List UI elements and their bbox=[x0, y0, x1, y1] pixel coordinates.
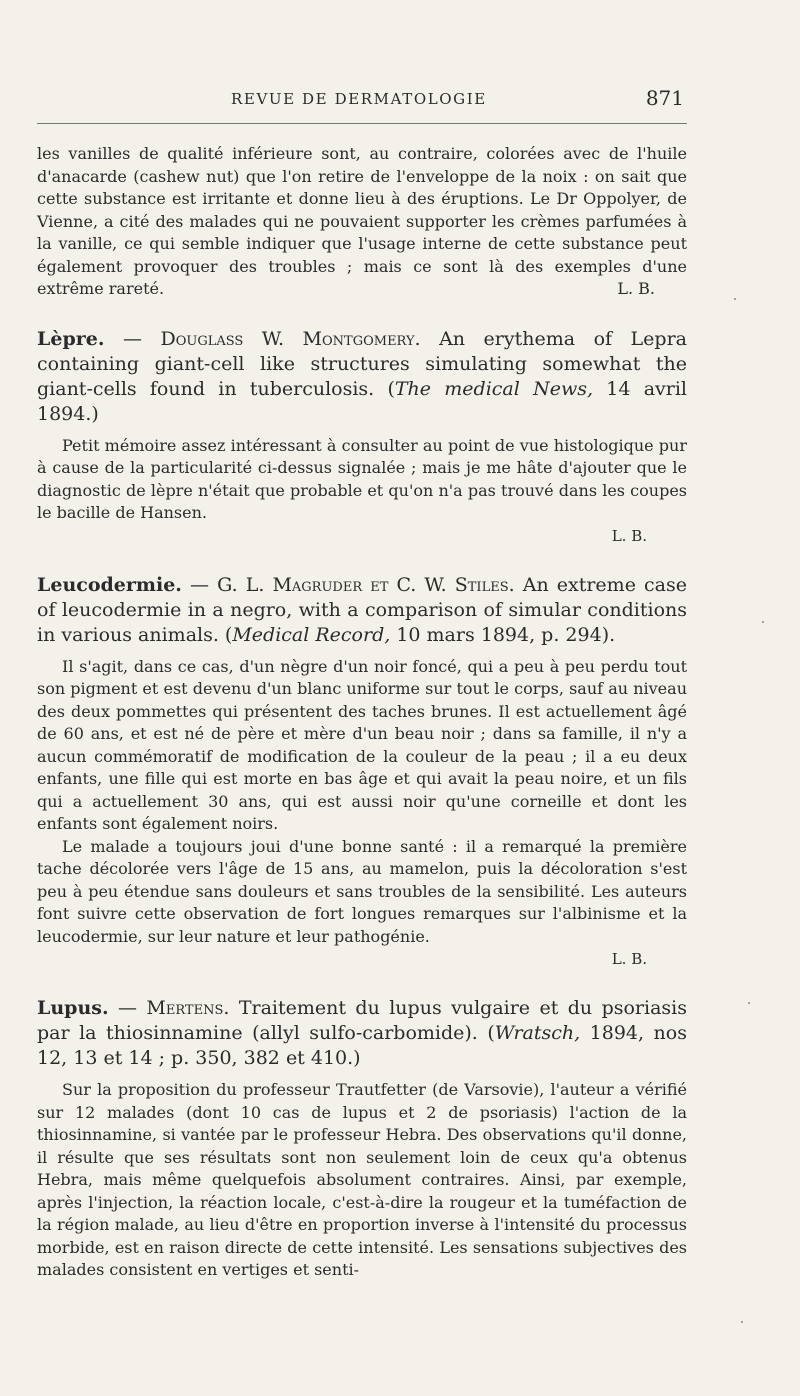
article-signature: L. B. bbox=[611, 526, 647, 545]
article-citation: 14 avril 1894.) bbox=[37, 377, 687, 425]
article-journal: The medical News, bbox=[394, 377, 594, 400]
article-paragraph: Sur la proposition du professeur Trautfetter (de Varsovie), l'auteur a vérifié sur 12 malades (dont 10 cas de lupus et 2 de psoriasis) l'action de la thiosinnamine, si vantée par le professeur Hebra. Des observations qu'il donne, il résulte que ses résultats sont non seulement loin de ceux qu'a obtenus Hebra, mais même quelquefois absolument contraires. Ainsi, par exemple, après l'injection, la réaction locale, c'est-à-dire la rougeur et la tuméfaction de la région malade, au lieu d'être en proportion inverse à l'intensité du processus morbide, est en raison directe de cette intensité. Les sensations subjectives des malades consistent en vertiges et senti- bbox=[37, 1080, 687, 1279]
article-authors: G. L. Magruder et C. W. Stiles. bbox=[217, 573, 515, 596]
article-header bbox=[37, 327, 687, 427]
article-paragraph: Le malade a toujours joui d'une bonne santé : il a remarqué la première tache décolorée vers l'âge de 15 ans, au mamelon, puis la décoloration s'est peu à peu étendue sans douleurs et sans troubles de la sensibilité. Les auteurs font suivre cette observation de fort longues remarques sur l'albinisme et la leucodermie, sur leur nature et leur pathogénie. bbox=[37, 836, 687, 946]
article-title: Traitement du lupus vulgaire et du psoriasis par la thiosinnamine (allyl sulfo-carbomide). ( bbox=[37, 997, 687, 1044]
article-dash: — bbox=[108, 997, 147, 1019]
article-journal: Wratsch, bbox=[494, 1022, 581, 1044]
paper-speck bbox=[741, 1321, 743, 1323]
article-lepre bbox=[37, 327, 687, 547]
article-journal: Medical Record, bbox=[232, 623, 391, 646]
page-number: 871 bbox=[645, 86, 684, 110]
opening-text: les vanilles de qualité inférieure sont, au contraire, colorées avec de l'huile d'anacarde (cashew nut) que l'on retire de l'enveloppe de la noix : on sait que cette substance est irritante et donne lieu à des éruptions. Le Dr Oppolyer, de Vienne, a cité des malades qui ne pouvaient supporter les crèmes parfumées à la vanille, ce qui semble indiquer que l'usage interne de cette substance peut également provoquer des troubles ; mais ce sont là des exemples d'une extrême rareté. bbox=[37, 144, 687, 298]
opening-paragraph bbox=[37, 143, 687, 301]
header-rule bbox=[37, 123, 687, 124]
article-header bbox=[37, 996, 687, 1071]
running-title: REVUE DE DERMATOLOGIE bbox=[231, 90, 487, 108]
document-page bbox=[37, 80, 687, 1279]
article-title: An extreme case of leucodermie in a negro, with a comparison of simular conditions in various animals. ( bbox=[37, 573, 687, 646]
article-subject: Lupus. bbox=[37, 997, 109, 1019]
article-lupus bbox=[37, 996, 687, 1282]
paper-speck bbox=[748, 1002, 750, 1004]
article-dash: — bbox=[104, 327, 161, 350]
opening-signature: L. B. bbox=[617, 279, 655, 298]
article-paragraph: Il s'agit, dans ce cas, d'un nègre d'un noir foncé, qui a peu à peu perdu tout son pigment et est devenu d'un blanc uniforme sur tout le corps, sauf au niveau des deux pommettes qui présentent des taches brunes. Il est actuellement âgé de 60 ans, et est né de père et mère d'un beau noir ; dans sa famille, il n'y a aucun commémoratif de modification de la couleur de la peau ; il a eu deux enfants, une fille qui est morte en bas âge et qui avait la peau noire, et un fils qui a actuellement 30 ans, qui est aussi noir qu'une corneille et dont les enfants sont également noirs. bbox=[37, 656, 687, 833]
paper-speck bbox=[762, 621, 764, 623]
paper-speck bbox=[734, 298, 736, 300]
article-authors: Mertens. bbox=[146, 997, 230, 1019]
running-head bbox=[37, 80, 687, 116]
article-subject: Lèpre. bbox=[37, 327, 105, 350]
article-citation: 1894, nos 12, 13 et 14 ; p. 350, 382 et 410.) bbox=[37, 1022, 687, 1069]
article-subject: Leucodermie. bbox=[37, 573, 182, 596]
article-signature: L. B. bbox=[611, 950, 647, 968]
article-paragraph: Petit mémoire assez intéressant à consulter au point de vue histologique pur à cause de la particularité ci-dessus signalée ; mais je me hâte d'ajouter que le diagnostic de lèpre n'était que probable et qu'on n'a pas trouvé dans les coupes le bacille de Hansen. bbox=[37, 435, 687, 522]
page-content bbox=[37, 143, 687, 1282]
article-authors: Douglass W. Montgomery. bbox=[160, 327, 421, 350]
article-header bbox=[37, 573, 687, 648]
article-title: An erythema of Lepra containing giant-cell like structures simulating somewhat the giant-cells found in tuberculosis. ( bbox=[37, 327, 687, 400]
article-leucodermie bbox=[37, 573, 687, 971]
article-dash: — bbox=[181, 573, 218, 596]
article-citation: 10 mars 1894, p. 294). bbox=[390, 623, 616, 646]
